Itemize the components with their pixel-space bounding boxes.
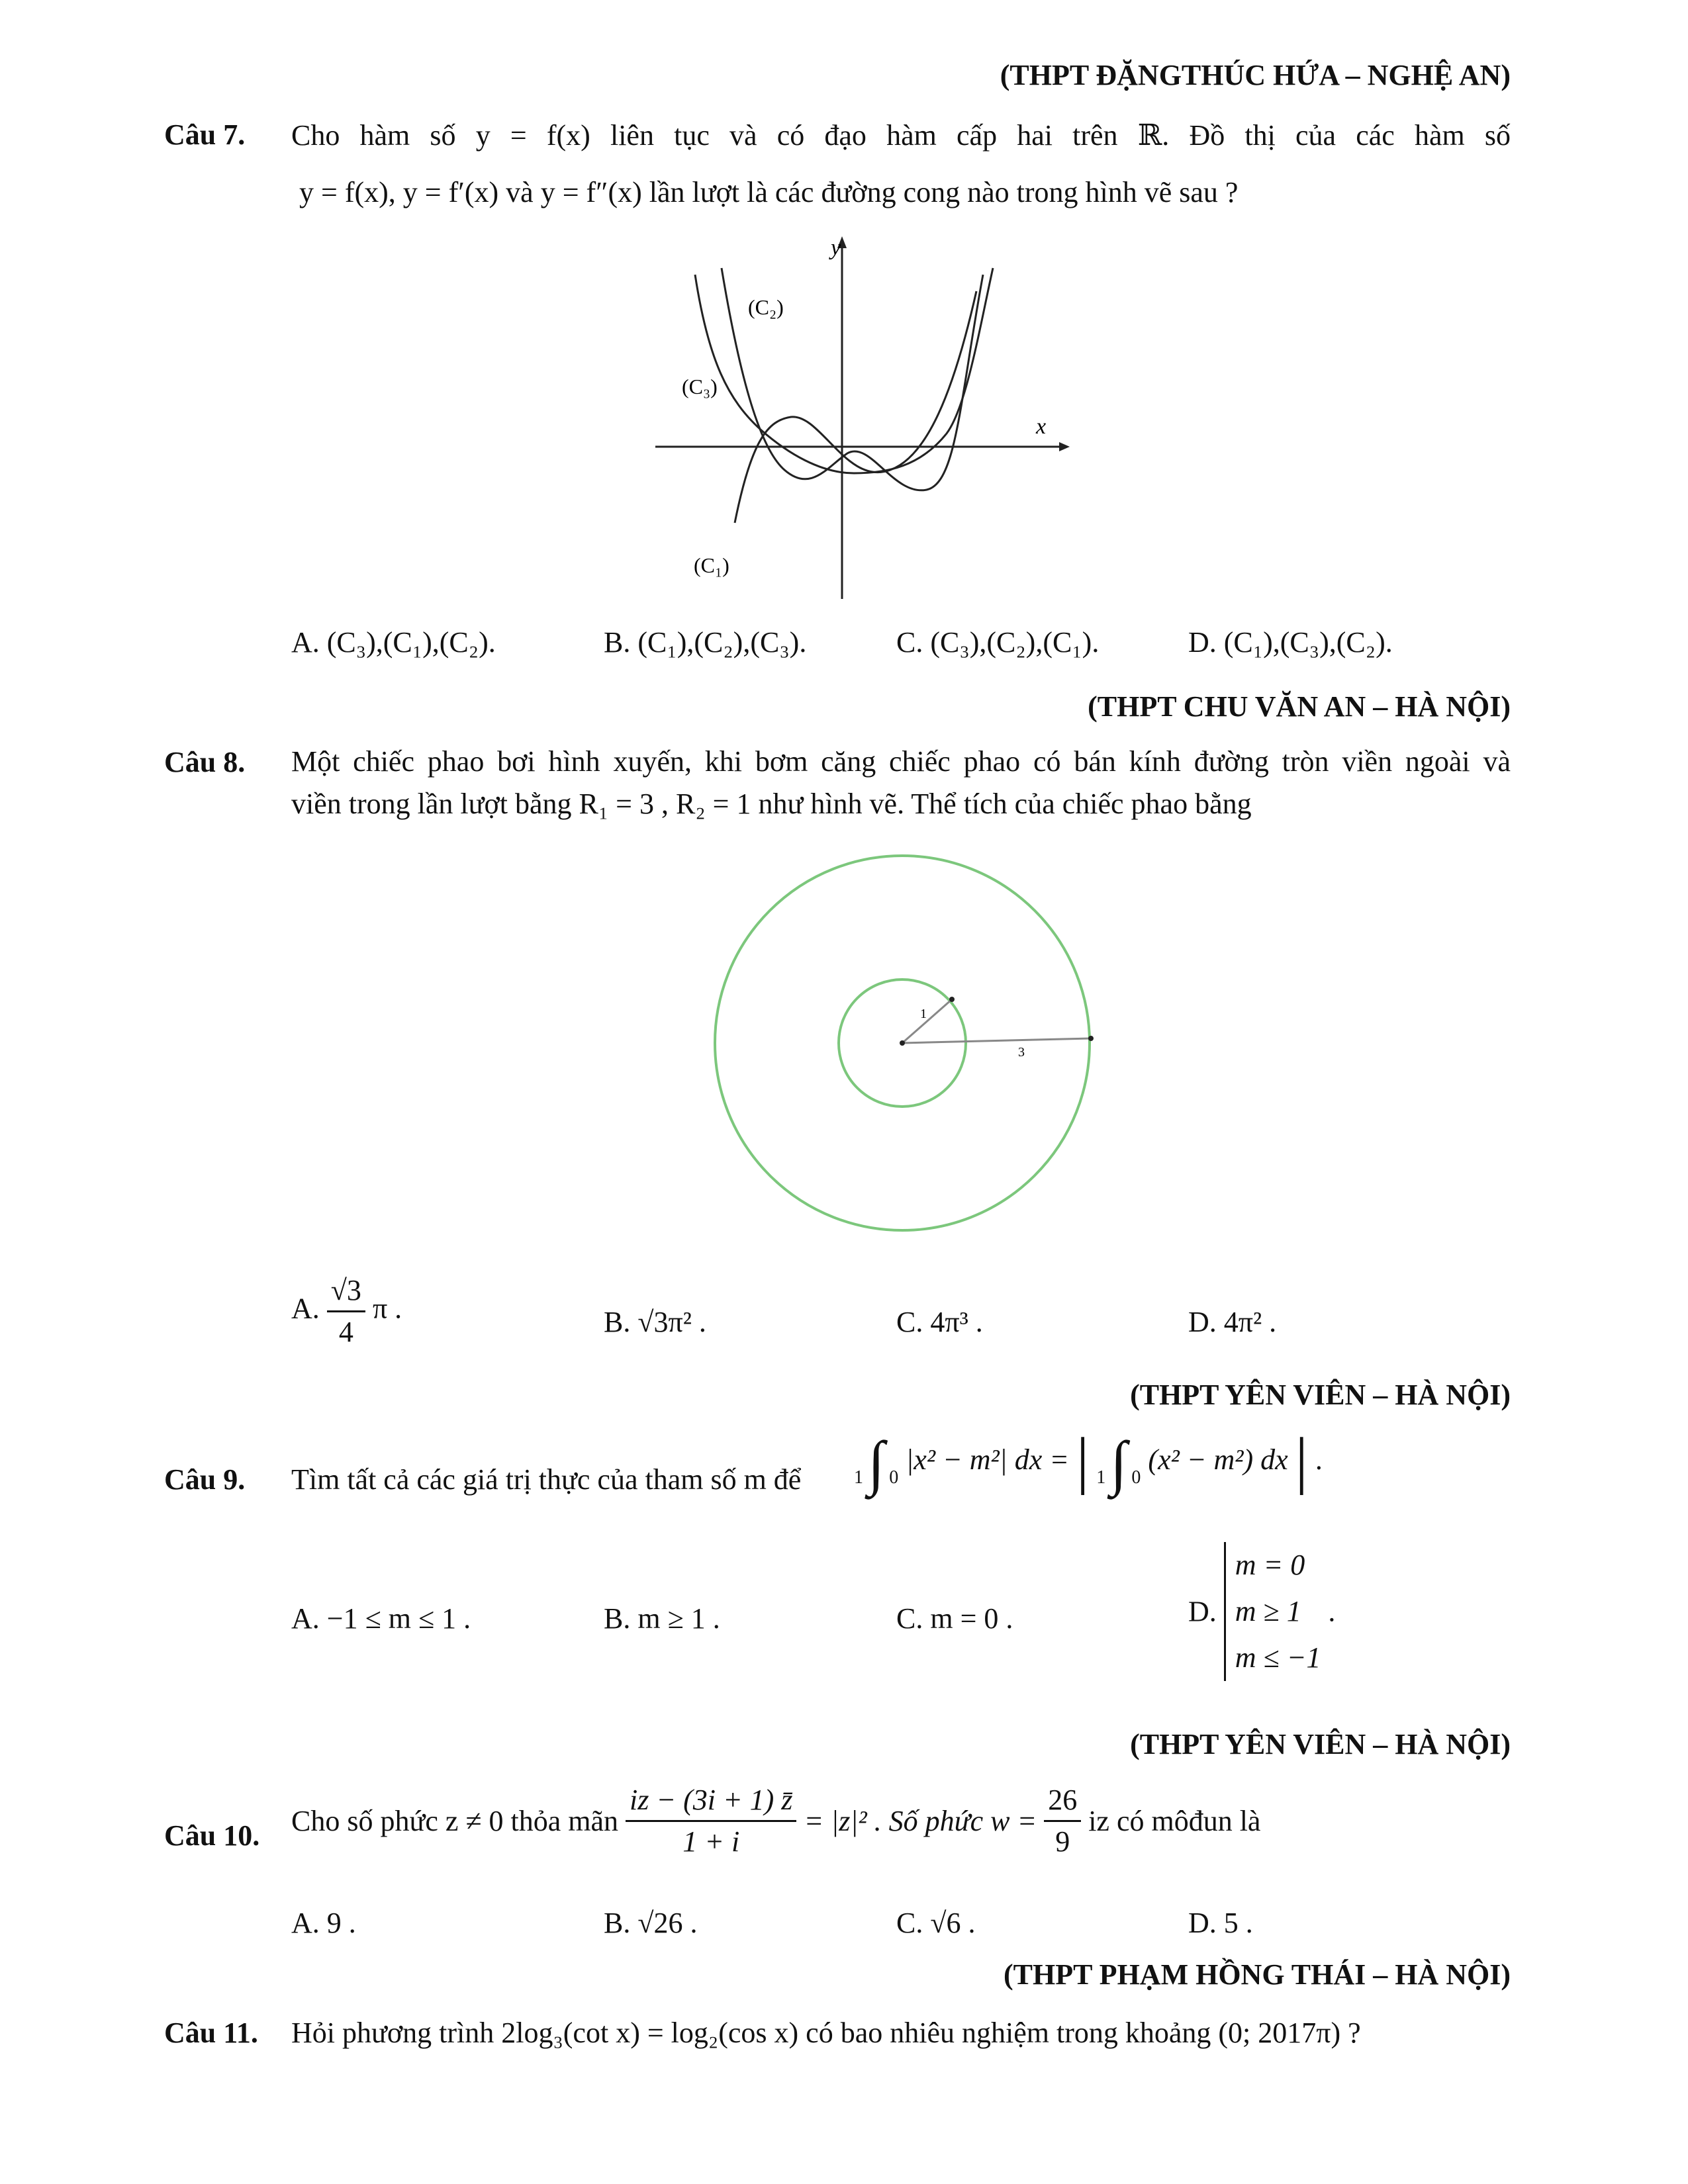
q9-option-d-letter: D. [1188,1595,1217,1628]
source-label-q11: (THPT PHẠM HỒNG THÁI – HÀ NỘI) [1004,1958,1511,1991]
question-number-7: Câu 7. [164,118,246,151]
curve-c3-label: (C₃) [682,375,718,398]
q9-option-d-period: . [1328,1595,1336,1628]
left-integral-symbol: ∫ [868,1428,885,1496]
source-label-q9: (THPT YÊN VIÊN – HÀ NỘI) [1130,1379,1511,1411]
outer-radius-line [902,1038,1091,1043]
left-integral-upper: 1 [854,1467,863,1488]
q8-option-d[interactable]: D. 4π² . [1188,1306,1277,1338]
center-point [900,1040,905,1046]
q9-option-b[interactable]: B. m ≥ 1 . [604,1602,720,1635]
inner-radius-label: 1 [920,1007,927,1021]
x-axis-arrow [1059,442,1070,451]
question-9-text: Tìm tất cả các giá trị thực của tham số m để [291,1463,802,1496]
outer-radius-label: 3 [1018,1045,1025,1060]
left-integral-lower: 0 [889,1467,899,1488]
q10-fraction-denominator: 1 + i [682,1825,740,1858]
question-8-line-2: viền trong lần lượt bằng R₁ = 3 , R₂ = 1 như hình vẽ. Thể tích của chiếc phao bằng [291,788,1252,820]
q8-option-a[interactable] [291,1271,402,1352]
x-axis-label: x [1036,414,1047,439]
q8-option-a-tail: π . [372,1292,402,1325]
left-integral-sign [854,1428,899,1496]
source-label-q7: (THPT ĐẶNGTHÚC HỨA – NGHỆ AN) [1000,59,1511,91]
curve-c2 [695,268,993,473]
q8-option-a-denominator: 4 [338,1316,353,1348]
q10-option-c[interactable]: C. √6 . [896,1907,976,1939]
question-number-9: Câu 9. [164,1463,246,1496]
q9-option-d-case-2: m ≥ 1 [1235,1595,1301,1627]
q9-option-d-case-3: m ≤ −1 [1235,1641,1321,1674]
right-integrand: (x² − m²) dx [1148,1443,1288,1476]
q7-option-c[interactable]: C. (C₃),(C₂),(C₁). [896,626,1100,659]
q10-w-numerator: 26 [1044,1780,1081,1822]
question-number-8: Câu 8. [164,746,246,778]
abs-bar-right: | [1295,1424,1308,1495]
outer-radius-endpoint [1088,1036,1094,1041]
question-7-line-2: y = f(x), y = f′(x) và y = f″(x) lần lượt là các đường cong nào trong hình vẽ sau ? [299,176,1239,208]
q10-text-part-1: Cho số phức z ≠ 0 thỏa mãn [291,1805,619,1837]
y-axis-label: y [831,236,841,260]
q10-option-a[interactable]: A. 9 . [291,1907,356,1939]
left-integrand: |x² − m²| dx = [906,1443,1069,1476]
q8-option-a-numerator: √3 [327,1271,365,1312]
q10-option-d[interactable]: D. 5 . [1188,1907,1253,1939]
q8-option-a-letter: A. [291,1292,320,1325]
q8-option-b[interactable]: B. √3π² . [604,1306,706,1338]
derivative-curves-graph [649,228,1086,599]
question-11-text: Hỏi phương trình 2log₃(cot x) = log₂(cos x) có bao nhiêu nghiệm trong khoảng (0; 2017π) ? [291,2017,1361,2049]
q10-w-fraction [1044,1780,1081,1862]
q10-w-denominator: 9 [1055,1825,1070,1858]
right-integral-upper: 1 [1096,1467,1106,1488]
curve-c2-label: (C₂) [748,295,784,319]
q8-option-c[interactable]: C. 4π³ . [896,1306,983,1338]
q10-option-b[interactable]: B. √26 . [604,1907,698,1939]
question-8-line-1: Một chiếc phao bơi hình xuyến, khi bơm căng chiếc phao có bán kính đường tròn viền ngoài và [291,745,1511,778]
q9-option-c[interactable]: C. m = 0 . [896,1602,1013,1635]
q9-option-d-bracket [1224,1542,1321,1681]
q9-option-d-case-1: m = 0 [1235,1549,1305,1581]
abs-bar-left: | [1076,1424,1090,1495]
source-label-q10: (THPT YÊN VIÊN – HÀ NỘI) [1130,1728,1511,1760]
question-7-line-1: Cho hàm số y = f(x) liên tục và có đạo hàm cấp hai trên ℝ. Đồ thị của các hàm số [291,119,1511,152]
curve-c3 [735,291,976,523]
q9-option-a[interactable]: A. −1 ≤ m ≤ 1 . [291,1602,471,1635]
q10-fraction-numerator: iz − (3i + 1) z̄ [626,1780,796,1822]
curve-c1-label: (C₁) [694,553,729,577]
q7-option-b[interactable]: B. (C₁),(C₂),(C₃). [604,626,807,659]
q9-equation-period: . [1315,1443,1323,1476]
q7-option-d[interactable]: D. (C₁),(C₃),(C₂). [1188,626,1393,659]
q7-option-a[interactable]: A. (C₃),(C₁),(C₂). [291,626,496,659]
q9-option-d[interactable] [1188,1542,1335,1681]
q10-main-fraction [626,1780,796,1862]
q10-text-part-3: iz có môđun là [1088,1805,1261,1837]
torus-cross-section-figure [708,847,1105,1244]
right-integral-symbol: ∫ [1110,1428,1127,1496]
question-number-10: Câu 10. [164,1819,260,1852]
inner-radius-line [902,999,952,1043]
right-integral-lower: 0 [1131,1467,1141,1488]
right-integral-sign [1096,1428,1141,1496]
q10-text-part-2: = |z|² . Số phức w = [804,1805,1037,1837]
question-number-11: Câu 11. [164,2017,258,2049]
q8-option-a-fraction [327,1271,365,1352]
question-10-text [291,1780,1260,1862]
source-label-q8: (THPT CHU VĂN AN – HÀ NỘI) [1088,690,1511,723]
q9-integral-equation [854,1423,1323,1496]
inner-radius-endpoint [949,997,955,1002]
